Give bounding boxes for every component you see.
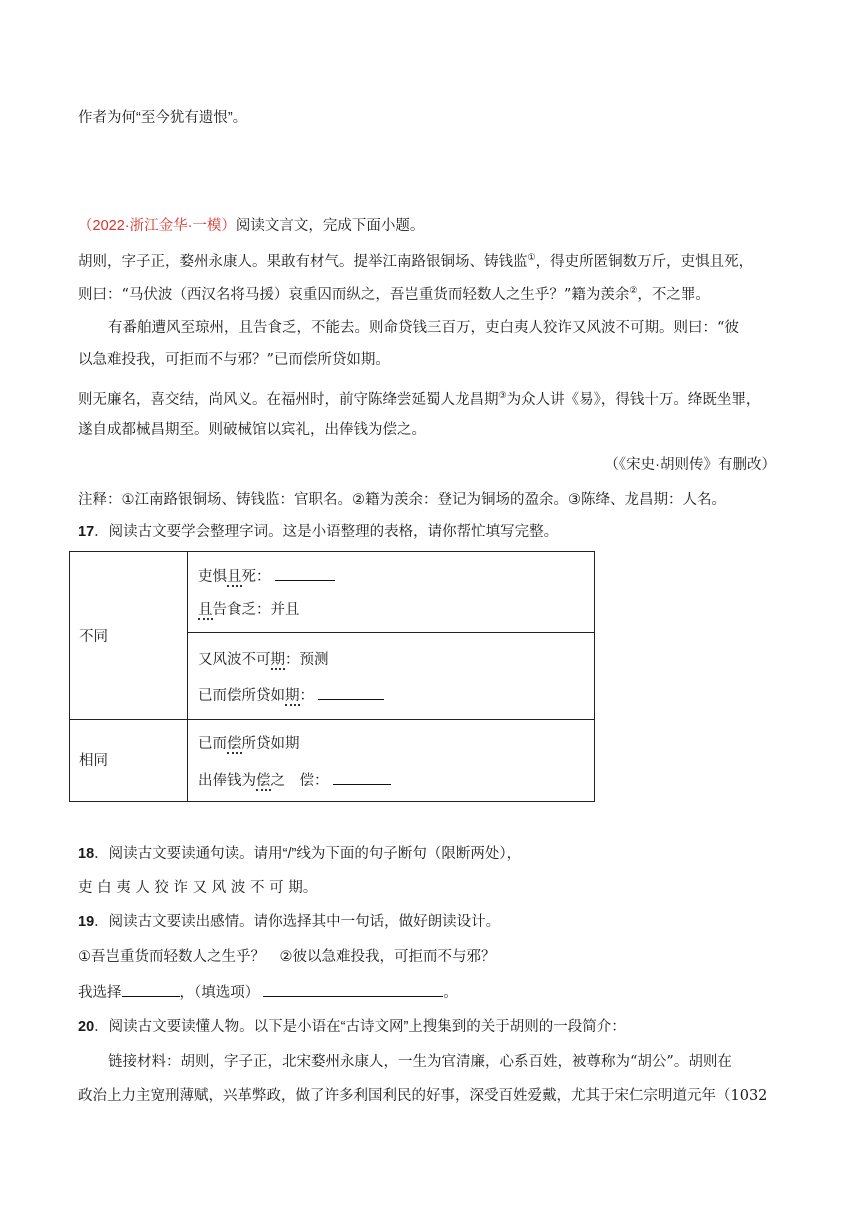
row-text: 已而 <box>198 736 227 752</box>
key-char: 且 <box>198 602 213 618</box>
vocab-table <box>69 551 595 802</box>
question-text: ．阅读古文要读通句读。请用“/”线为下面的句子断句（限断两处）， <box>94 846 522 862</box>
passage-p3-line2: 遂自成都械昌期至。则破械馆以宾礼，出俸钱为偿之。 <box>78 422 426 438</box>
annotation-note: 注释：①江南路银铜场、铸钱监：官职名。②籍为羡余：登记为铜场的盈余。③陈绛、龙昌期：人名。 <box>78 492 726 508</box>
passage-text: 胡则，字子正，婺州永康人。果敢有材气。提举江南路银铜场、铸钱监 <box>78 253 528 270</box>
row-text: 又风波不可 <box>198 652 271 668</box>
row-text: 出俸钱为 <box>198 773 256 789</box>
table-row-4 <box>198 685 384 706</box>
q19-options: ①吾岂重货而轻数人之生乎？ ②彼以急难投我，可拒而不与邪？ <box>78 949 496 965</box>
question-number: 19 <box>78 914 95 930</box>
question-number: 18 <box>78 846 95 862</box>
table-divider <box>187 552 188 801</box>
table-row-2 <box>198 600 300 620</box>
q20-material-line2: 政治上力主宽刑薄赋，兴革弊政，做了许多利国利民的好事，深受百姓爱戴，尤其于宋仁宗明道元年（1032 <box>78 1088 768 1104</box>
answer-blank-design[interactable] <box>263 982 443 997</box>
row-text: ： <box>299 688 314 704</box>
row-text: 死： <box>241 569 271 585</box>
table-divider <box>187 632 594 633</box>
table-row-1 <box>198 566 335 587</box>
source-tag: （2022·浙江金华·一模） <box>78 218 236 234</box>
answer-blank[interactable] <box>333 770 391 785</box>
key-char: 且 <box>227 569 242 585</box>
row-text: 已而偿所贷如 <box>198 688 285 704</box>
row-text: ：预测 <box>285 652 329 668</box>
q19-prompt <box>78 912 500 932</box>
label-different: 不同 <box>79 629 108 645</box>
passage-text: 则曰：“马伏波（西汉名将马援）哀重囚而纵之，吾岂重货而轻数人之生乎？”籍为羡余 <box>78 286 630 303</box>
question-header <box>78 216 424 236</box>
answer-blank[interactable] <box>275 566 335 581</box>
key-char: 偿 <box>256 773 271 789</box>
passage-text: 为众人讲《易》，得钱十万。绛既坐罪， <box>506 391 761 408</box>
passage-p1-line2 <box>78 281 710 305</box>
passage-source: （《宋史·胡则传》有删改） <box>604 457 776 473</box>
row-text: 吏惧 <box>198 569 227 585</box>
answer-blank[interactable] <box>318 685 384 700</box>
passage-p3-line1 <box>78 386 760 410</box>
row-text: 告食乏：并且 <box>212 602 300 618</box>
answer-blank-option[interactable] <box>122 982 180 997</box>
instruction: 阅读文言文，完成下面小题。 <box>235 218 425 234</box>
question-number: 20 <box>78 1019 95 1035</box>
row-text: 之 偿： <box>270 773 329 789</box>
q20-material-line1: 链接材料：胡则，字子正，北宋婺州永康人，一生为官清廉，心系百姓，被尊称为“胡公”。胡则在 <box>108 1054 732 1070</box>
answer-label: 我选择 <box>78 985 122 1001</box>
table-row-5 <box>198 734 300 754</box>
passage-text: 则无廉名，喜交结，尚风义。在福州时，前守陈绛尝延蜀人龙昌期 <box>78 391 499 408</box>
passage-text: ，不之罪。 <box>637 286 710 303</box>
q20-prompt <box>78 1017 626 1037</box>
key-char: 期 <box>285 688 300 704</box>
row-text: 所贷如期 <box>241 736 300 752</box>
top-line: 作者为何“至今犹有遗恨”。 <box>78 110 248 126</box>
q19-answer-line <box>78 982 458 1003</box>
q18-prompt <box>78 844 521 864</box>
passage-p2-line2: 以急难投我，可拒而不与邪？”已而偿所贷如期。 <box>78 352 390 368</box>
footnote-mark: ① <box>527 253 536 263</box>
table-divider <box>70 719 594 720</box>
question-text: ．阅读古文要学会整理字词。这是小语整理的表格，请你帮忙填写完整。 <box>94 524 559 540</box>
key-char: 期 <box>270 652 285 668</box>
key-char: 偿 <box>227 736 242 752</box>
passage-p1-line1 <box>78 248 753 272</box>
q18-sentence: 吏 白 夷 人 狡 诈 又 风 波 不 可 期。 <box>78 880 318 896</box>
footnote-mark: ③ <box>498 391 507 401</box>
question-text: ．阅读古文要读出感情。请你选择其中一句话，做好朗读设计。 <box>94 914 501 930</box>
question-text: ．阅读古文要读懂人物。以下是小语在“古诗文网”上搜集到的关于胡则的一段简介： <box>94 1019 626 1035</box>
answer-label: ，（填选项） <box>179 985 260 1001</box>
label-same: 相同 <box>79 753 108 769</box>
table-row-6 <box>198 770 391 791</box>
passage-p2-line1: 有番舶遭风至琼州，且告食乏，不能去。则命贷钱三百万，吏白夷人狡诈又风波不可期。则曰：“彼 <box>108 320 739 336</box>
passage-text: ，得吏所匿铜数万斤，吏惧且死， <box>535 253 754 270</box>
footnote-mark: ② <box>629 286 638 296</box>
question-number: 17 <box>78 524 95 540</box>
q17-prompt <box>78 522 558 542</box>
table-row-3 <box>198 650 329 670</box>
answer-label: 。 <box>443 985 458 1001</box>
